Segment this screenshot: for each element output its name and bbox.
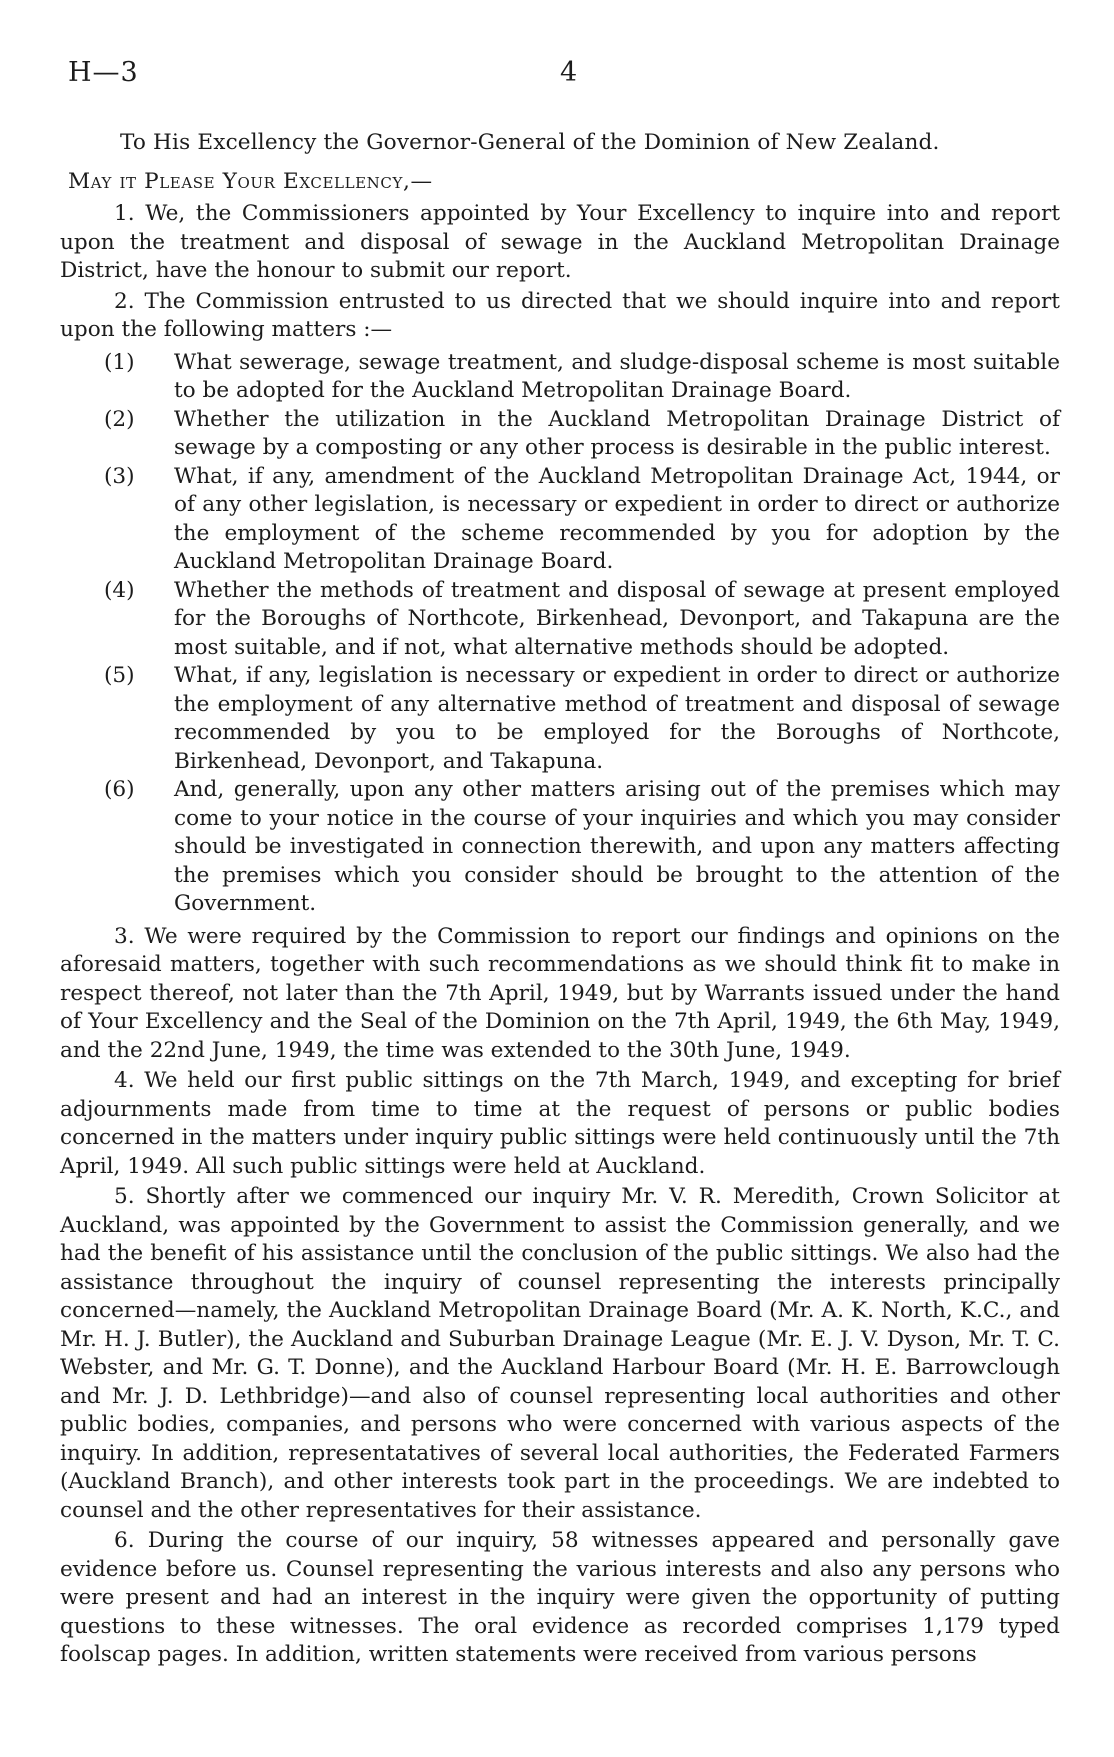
list-item-text: What, if any, amendment of the Auckland Metropolitan Drainage Act, 1944, or of any other legislation, is necessary or expedient in order to direct or authorize the employment of the scheme recommended by you for adoption by the Auckland Metropolitan Drainage Board. — [174, 463, 1060, 574]
list-item-text: Whether the methods of treatment and disposal of sewage at present employed for the Boroughs of Northcote, Birkenhead, Devonport, and Takapuna are the most suitable, and if not, what alternative methods should be adopted. — [174, 577, 1060, 660]
list-item-text: Whether the utilization in the Auckland Metropolitan Drainage District of sewage by a composting or any other process is desirable in the public interest. — [174, 406, 1060, 460]
page-number: 4 — [560, 57, 578, 88]
list-item-number: (3) — [104, 463, 135, 489]
list-item-text: What sewerage, sewage treatment, and sludge-disposal scheme is most suitable to be adopted for the Auckland Metropolitan Drainage Board. — [174, 349, 1060, 403]
list-item-text: And, generally, upon any other matters arising out of the premises which may come to your notice in the course of your inquiries and which you may consider should be investigated in connection therewith, and upon any matters affecting the premises which you consider should be brought to the attention of the Government. — [174, 777, 1060, 916]
list-item-number: (5) — [104, 663, 135, 688]
list-item-number: (1) — [104, 349, 135, 375]
list-item-number: (6) — [104, 777, 135, 802]
paragraph-5: 5. Shortly after we commenced our inquiry Mr. V. R. Meredith, Crown Solicitor at Auckland, was appointed by the Government to assist the Commission generally, and we had the benefit of his assistance until the conclusion of the public sittings. We also had the assistance throughout the inquiry of counsel representing the interests principally concerned—namely, the Auckland Metropolitan Drainage Board (Mr. A. K. North, K.C., and Mr. H. J. Butler), the Auckland and Suburban Drainage League (Mr. E. J. V. Dyson, Mr. T. C. Webster, and Mr. G. T. Donne), and the Auckland Harbour Board (Mr. H. E. Barrowclough and Mr. J. D. Lethbridge)—and also of counsel representing local authorities and other public bodies, companies, and persons who were concerned with various aspects of the inquiry. In addition, representatatives of several local authorities, the Federated Farmers (Auckland Branch), and other interests took part in the proceedings. We are indebted to counsel and the other representatives for their assistance. — [60, 1184, 1060, 1523]
paragraph-4: 4. We held our first public sittings on the 7th March, 1949, and excepting for brief adjournments made from time to time at the request of persons or public bodies concerned in the matters under inquiry public sittings were held continuously until the 7th April, 1949. All such public sittings were held at Auckland. — [60, 1068, 1060, 1179]
list-item-number: (2) — [104, 406, 135, 432]
page-header — [60, 58, 1060, 98]
paragraph-3: 3. We were required by the Commission to report our findings and opinions on the aforesaid matters, together with such recommendations as we should think fit to make in respect thereof, not later than the 7th April, 1949, but by Warrants issued under the hand of Your Excellency and the Seal of the Dominion on the 7th April, 1949, the 6th May, 1949, and the 22nd June, 1949, the time was extended to the 30th June, 1949. — [60, 923, 1060, 1063]
list-item — [60, 776, 1060, 919]
document-reference: H—3 — [68, 57, 139, 88]
list-item — [60, 406, 1060, 463]
paragraph-6: 6. During the course of our inquiry, 58 witnesses appeared and personally gave evidence before us. Counsel representing the various interests and also any persons who were present and had an interest in the inquiry were given the opportunity of putting questions to these witnesses. The oral evidence as recorded comprises 1,179 typed foolscap pages. In addition, written statements were received from various persons — [60, 1528, 1060, 1667]
list-item — [60, 662, 1060, 776]
list-item-number: (4) — [104, 577, 135, 603]
report-body — [60, 129, 1060, 1670]
salutation: May it Please Your Excellency,— — [68, 168, 433, 194]
list-item-text: What, if any, legislation is necessary or expedient in order to direct or authorize the employment of any alternative method of treatment and disposal of sewage recommended by you to be employed for the Boroughs of Northcote, Birkenhead, Devonport, and Takapuna. — [174, 663, 1060, 774]
matters-list — [60, 349, 1060, 919]
document-page — [60, 58, 1060, 1670]
list-item — [60, 349, 1060, 406]
address-line: To His Excellency the Governor-General of the Dominion of New Zealand. — [120, 130, 940, 155]
list-item — [60, 577, 1060, 663]
list-item — [60, 463, 1060, 577]
paragraph-2: 2. The Commission entrusted to us directed that we should inquire into and report upon the following matters :— — [60, 288, 1060, 342]
paragraph-1: 1. We, the Commissioners appointed by Your Excellency to inquire into and report upon the treatment and disposal of sewage in the Auckland Metropolitan Drainage District, have the honour to submit our report. — [60, 201, 1060, 283]
